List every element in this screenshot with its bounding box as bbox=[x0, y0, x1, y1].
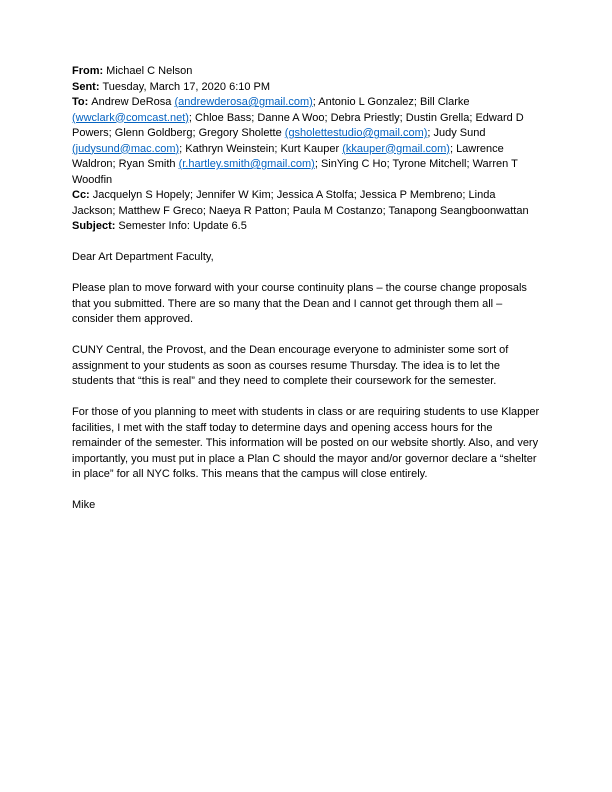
recipient-text: ; SinYing C Ho; Tyrone Mitchell; Warren T Woodfin bbox=[72, 158, 518, 186]
email-body bbox=[72, 250, 540, 514]
subject-label: Subject: bbox=[72, 220, 116, 232]
from-label: From: bbox=[72, 65, 104, 77]
header-field-from bbox=[72, 64, 540, 80]
body-paragraph: Mike bbox=[72, 499, 96, 511]
body-paragraph: CUNY Central, the Provost, and the Dean encourage everyone to administer some sort of assignment to your students as soon as courses resume Thursday. The idea is to let the students that “this is real” and they need to complete their coursework for the semester. bbox=[72, 344, 509, 387]
to-recipient-list bbox=[72, 96, 524, 186]
to-label: To: bbox=[72, 96, 89, 108]
sent-value: Tuesday, March 17, 2020 6:10 PM bbox=[102, 80, 271, 93]
cc-recipient-list bbox=[72, 189, 529, 217]
email-link[interactable]: (kkauper@gmail.com) bbox=[342, 142, 450, 155]
recipient-text: ; Chloe Bass; Danne A Woo; Debra Priestly; Dustin Grella; Edward D Powers; Glenn Goldberg; Gregory Sholette bbox=[72, 111, 524, 139]
recipient-text: Jacquelyn S Hopely; Jennifer W Kim; Jessica A Stolfa; Jessica P Membreno; Linda Jackson; Matthew F Greco; Naeya R Patton; Paula M Costanzo; Tanapong Seangboonwattan bbox=[72, 189, 529, 217]
recipient-text: ; Judy Sund bbox=[427, 127, 486, 139]
header-field-subject bbox=[72, 219, 540, 235]
email-link[interactable]: (andrewderosa@gmail.com) bbox=[174, 96, 313, 108]
body-paragraph: Dear Art Department Faculty, bbox=[72, 251, 214, 263]
email-link[interactable]: (r.hartley.smith@gmail.com) bbox=[178, 158, 315, 170]
recipient-text: ; Antonio L Gonzalez; Bill Clarke bbox=[312, 96, 470, 108]
recipient-text: ; Lawrence Waldron; Ryan Smith bbox=[72, 142, 504, 170]
body-paragraph: Please plan to move forward with your course continuity plans – the course change proposals that you submitted. There are so many that the Dean and I cannot get through them all – consider them approved. bbox=[72, 282, 527, 325]
from-value: Michael C Nelson bbox=[106, 65, 193, 77]
email-header bbox=[72, 64, 540, 235]
email-link[interactable]: (wwclark@comcast.net) bbox=[72, 111, 189, 124]
email-link[interactable]: (gsholettestudio@gmail.com) bbox=[284, 127, 428, 139]
recipient-text: ; Kathryn Weinstein; Kurt Kauper bbox=[179, 142, 343, 155]
sent-label: Sent: bbox=[72, 80, 100, 93]
subject-value: Semester Info: Update 6.5 bbox=[118, 220, 247, 232]
header-field-to bbox=[72, 95, 540, 188]
recipient-text: Andrew DeRosa bbox=[91, 96, 175, 108]
cc-label: Cc: bbox=[72, 189, 90, 201]
body-paragraph: For those of you planning to meet with students in class or are requiring students to use Klapper facilities, I met with the staff today to determine days and opening access hours for the remainder of the semester. This information will be posted on our website shortly. Also, and very importantly, you must put in place a Plan C should the mayor and/or governor declare a “shelter in place” for all NYC folks. This means that the campus will close entirely. bbox=[72, 406, 540, 480]
header-field-sent bbox=[72, 80, 540, 96]
header-field-cc bbox=[72, 188, 540, 219]
email-link[interactable]: (judysund@mac.com) bbox=[72, 142, 180, 155]
